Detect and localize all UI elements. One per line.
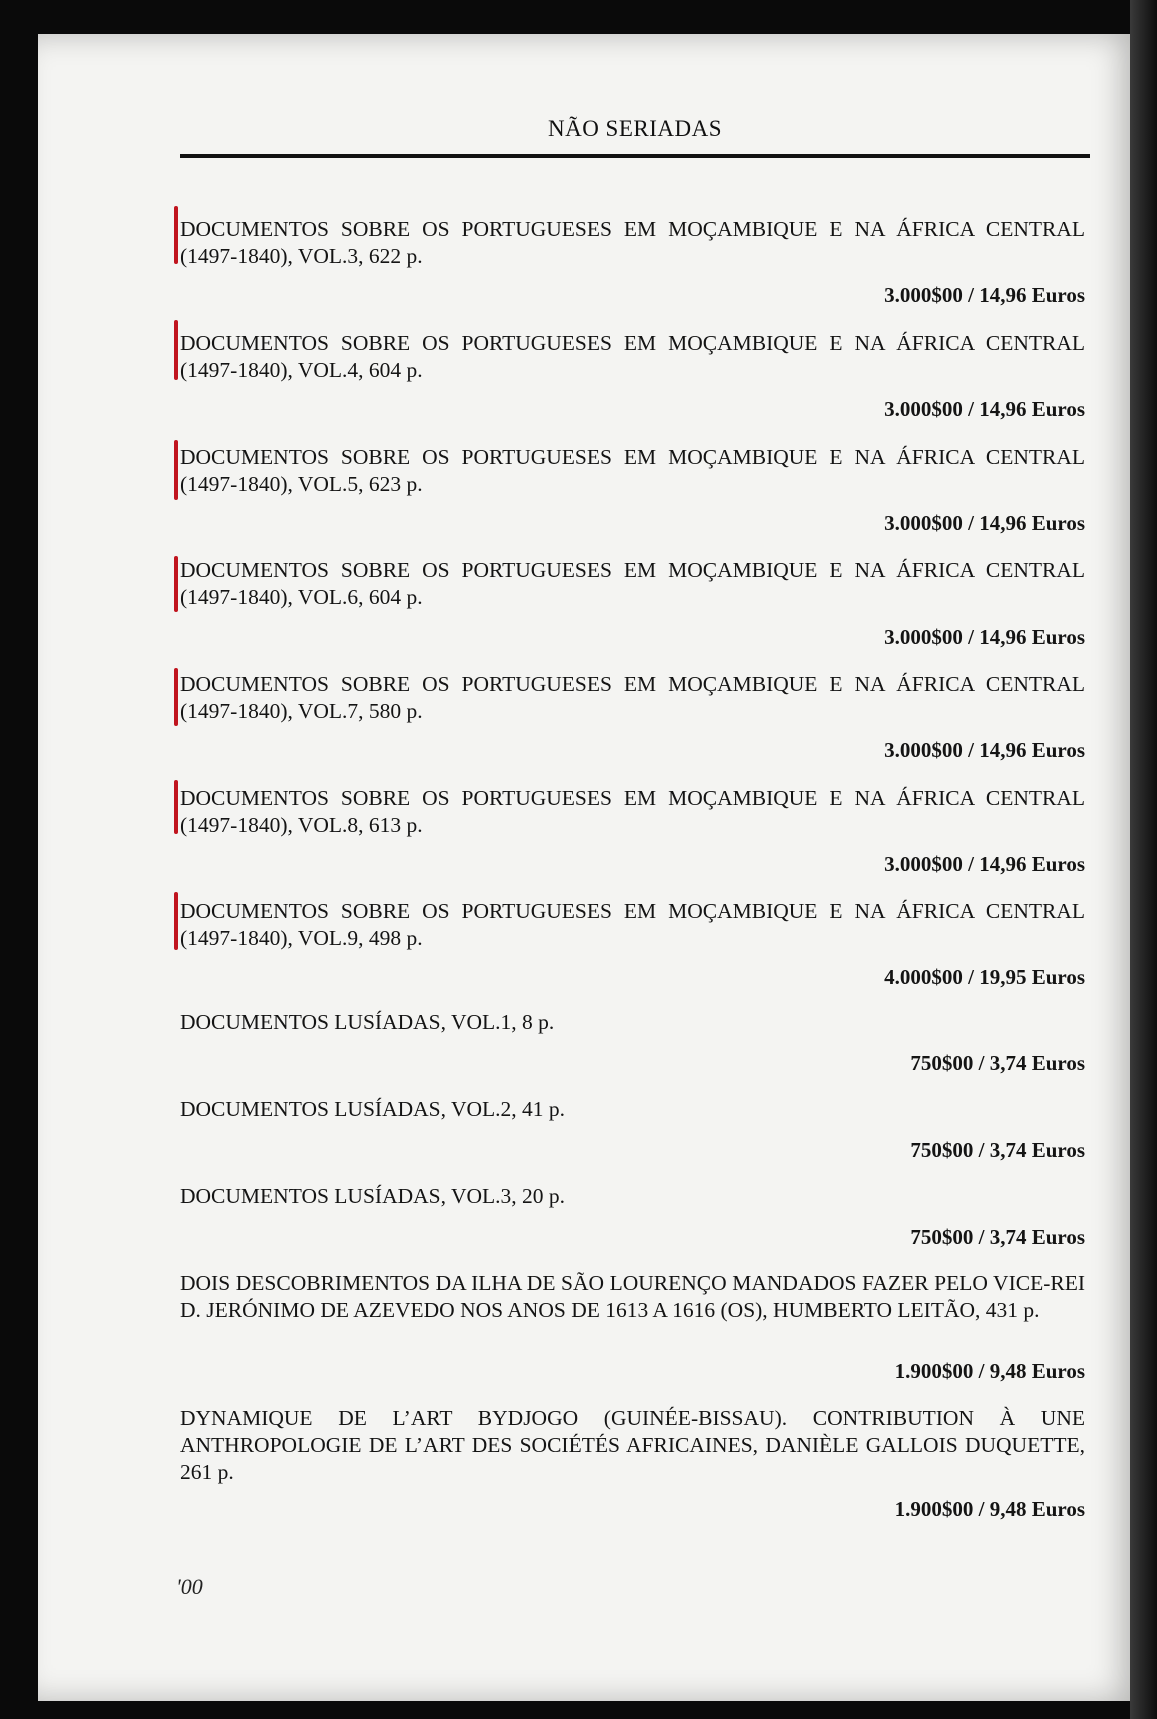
entry-title: DOCUMENTOS SOBRE OS PORTUGUESES EM MOÇAMBIQUE E NA ÁFRICA CENTRAL (1497-1840), VOL.5, 623 p. <box>180 445 1085 496</box>
margin-mark <box>174 668 178 726</box>
entry-price: 3.000$00 / 14,96 Euros <box>884 397 1085 421</box>
margin-mark <box>174 440 178 500</box>
catalog-entry <box>180 1270 1085 1324</box>
entry-price: 750$00 / 3,74 Euros <box>910 1138 1085 1162</box>
catalog-entry <box>180 898 1085 952</box>
catalog-entry <box>180 1183 1085 1210</box>
entry-price: 1.900$00 / 9,48 Euros <box>894 1497 1085 1521</box>
catalog-entry <box>180 444 1085 498</box>
book-spine-shadow <box>1130 0 1157 1719</box>
entry-price: 4.000$00 / 19,95 Euros <box>884 965 1085 989</box>
entry-title: DOCUMENTOS SOBRE OS PORTUGUESES EM MOÇAMBIQUE E NA ÁFRICA CENTRAL (1497-1840), VOL.4, 604 p. <box>180 331 1085 382</box>
margin-mark <box>174 206 178 264</box>
entry-price: 1.900$00 / 9,48 Euros <box>894 1359 1085 1383</box>
catalog-entry <box>180 330 1085 384</box>
entry-title: DOIS DESCOBRIMENTOS DA ILHA DE SÃO LOURENÇO MANDADOS FAZER PELO VICE-REI D. JERÓNIMO DE AZEVEDO NOS ANOS DE 1613 A 1616 (OS), HUMBERTO LEITÃO, 431 p. <box>180 1271 1085 1322</box>
entry-title: DOCUMENTOS SOBRE OS PORTUGUESES EM MOÇAMBIQUE E NA ÁFRICA CENTRAL (1497-1840), VOL.9, 498 p. <box>180 899 1085 950</box>
page-number: '00 <box>176 1574 203 1599</box>
margin-mark <box>174 892 178 950</box>
entry-title: DYNAMIQUE DE L’ART BYDJOGO (GUINÉE-BISSAU). CONTRIBUTION À UNE ANTHROPOLOGIE DE L’ART DES SOCIÉTÉS AFRICAINES, DANIÈLE GALLOIS DUQUETTE, 261 p. <box>180 1406 1085 1484</box>
entry-price: 3.000$00 / 14,96 Euros <box>884 283 1085 307</box>
margin-mark <box>174 320 178 380</box>
catalog-entry <box>180 557 1085 611</box>
entry-title: DOCUMENTOS SOBRE OS PORTUGUESES EM MOÇAMBIQUE E NA ÁFRICA CENTRAL (1497-1840), VOL.3, 622 p. <box>180 217 1085 268</box>
catalog-entry <box>180 216 1085 270</box>
entry-price: 750$00 / 3,74 Euros <box>910 1051 1085 1075</box>
catalog-entry <box>180 1405 1085 1486</box>
entry-title: DOCUMENTOS SOBRE OS PORTUGUESES EM MOÇAMBIQUE E NA ÁFRICA CENTRAL (1497-1840), VOL.6, 604 p. <box>180 558 1085 609</box>
catalog-entry <box>180 671 1085 725</box>
catalog-entry <box>180 1096 1085 1123</box>
entry-price: 3.000$00 / 14,96 Euros <box>884 625 1085 649</box>
header-rule <box>180 154 1090 158</box>
margin-mark <box>174 780 178 834</box>
entry-title: DOCUMENTOS SOBRE OS PORTUGUESES EM MOÇAMBIQUE E NA ÁFRICA CENTRAL (1497-1840), VOL.8, 613 p. <box>180 786 1085 837</box>
page-title: NÃO SERIADAS <box>547 116 723 141</box>
entry-price: 3.000$00 / 14,96 Euros <box>884 511 1085 535</box>
entry-title: DOCUMENTOS SOBRE OS PORTUGUESES EM MOÇAMBIQUE E NA ÁFRICA CENTRAL (1497-1840), VOL.7, 580 p. <box>180 672 1085 723</box>
entry-price: 3.000$00 / 14,96 Euros <box>884 738 1085 762</box>
catalog-entry <box>180 1009 1085 1036</box>
entry-title: DOCUMENTOS LUSÍADAS, VOL.3, 20 p. <box>180 1184 566 1208</box>
entry-title: DOCUMENTOS LUSÍADAS, VOL.1, 8 p. <box>180 1010 555 1034</box>
entry-title: DOCUMENTOS LUSÍADAS, VOL.2, 41 p. <box>180 1097 566 1121</box>
entry-price: 750$00 / 3,74 Euros <box>910 1225 1085 1249</box>
catalog-entry <box>180 785 1085 839</box>
entry-price: 3.000$00 / 14,96 Euros <box>884 852 1085 876</box>
margin-mark <box>174 556 178 612</box>
